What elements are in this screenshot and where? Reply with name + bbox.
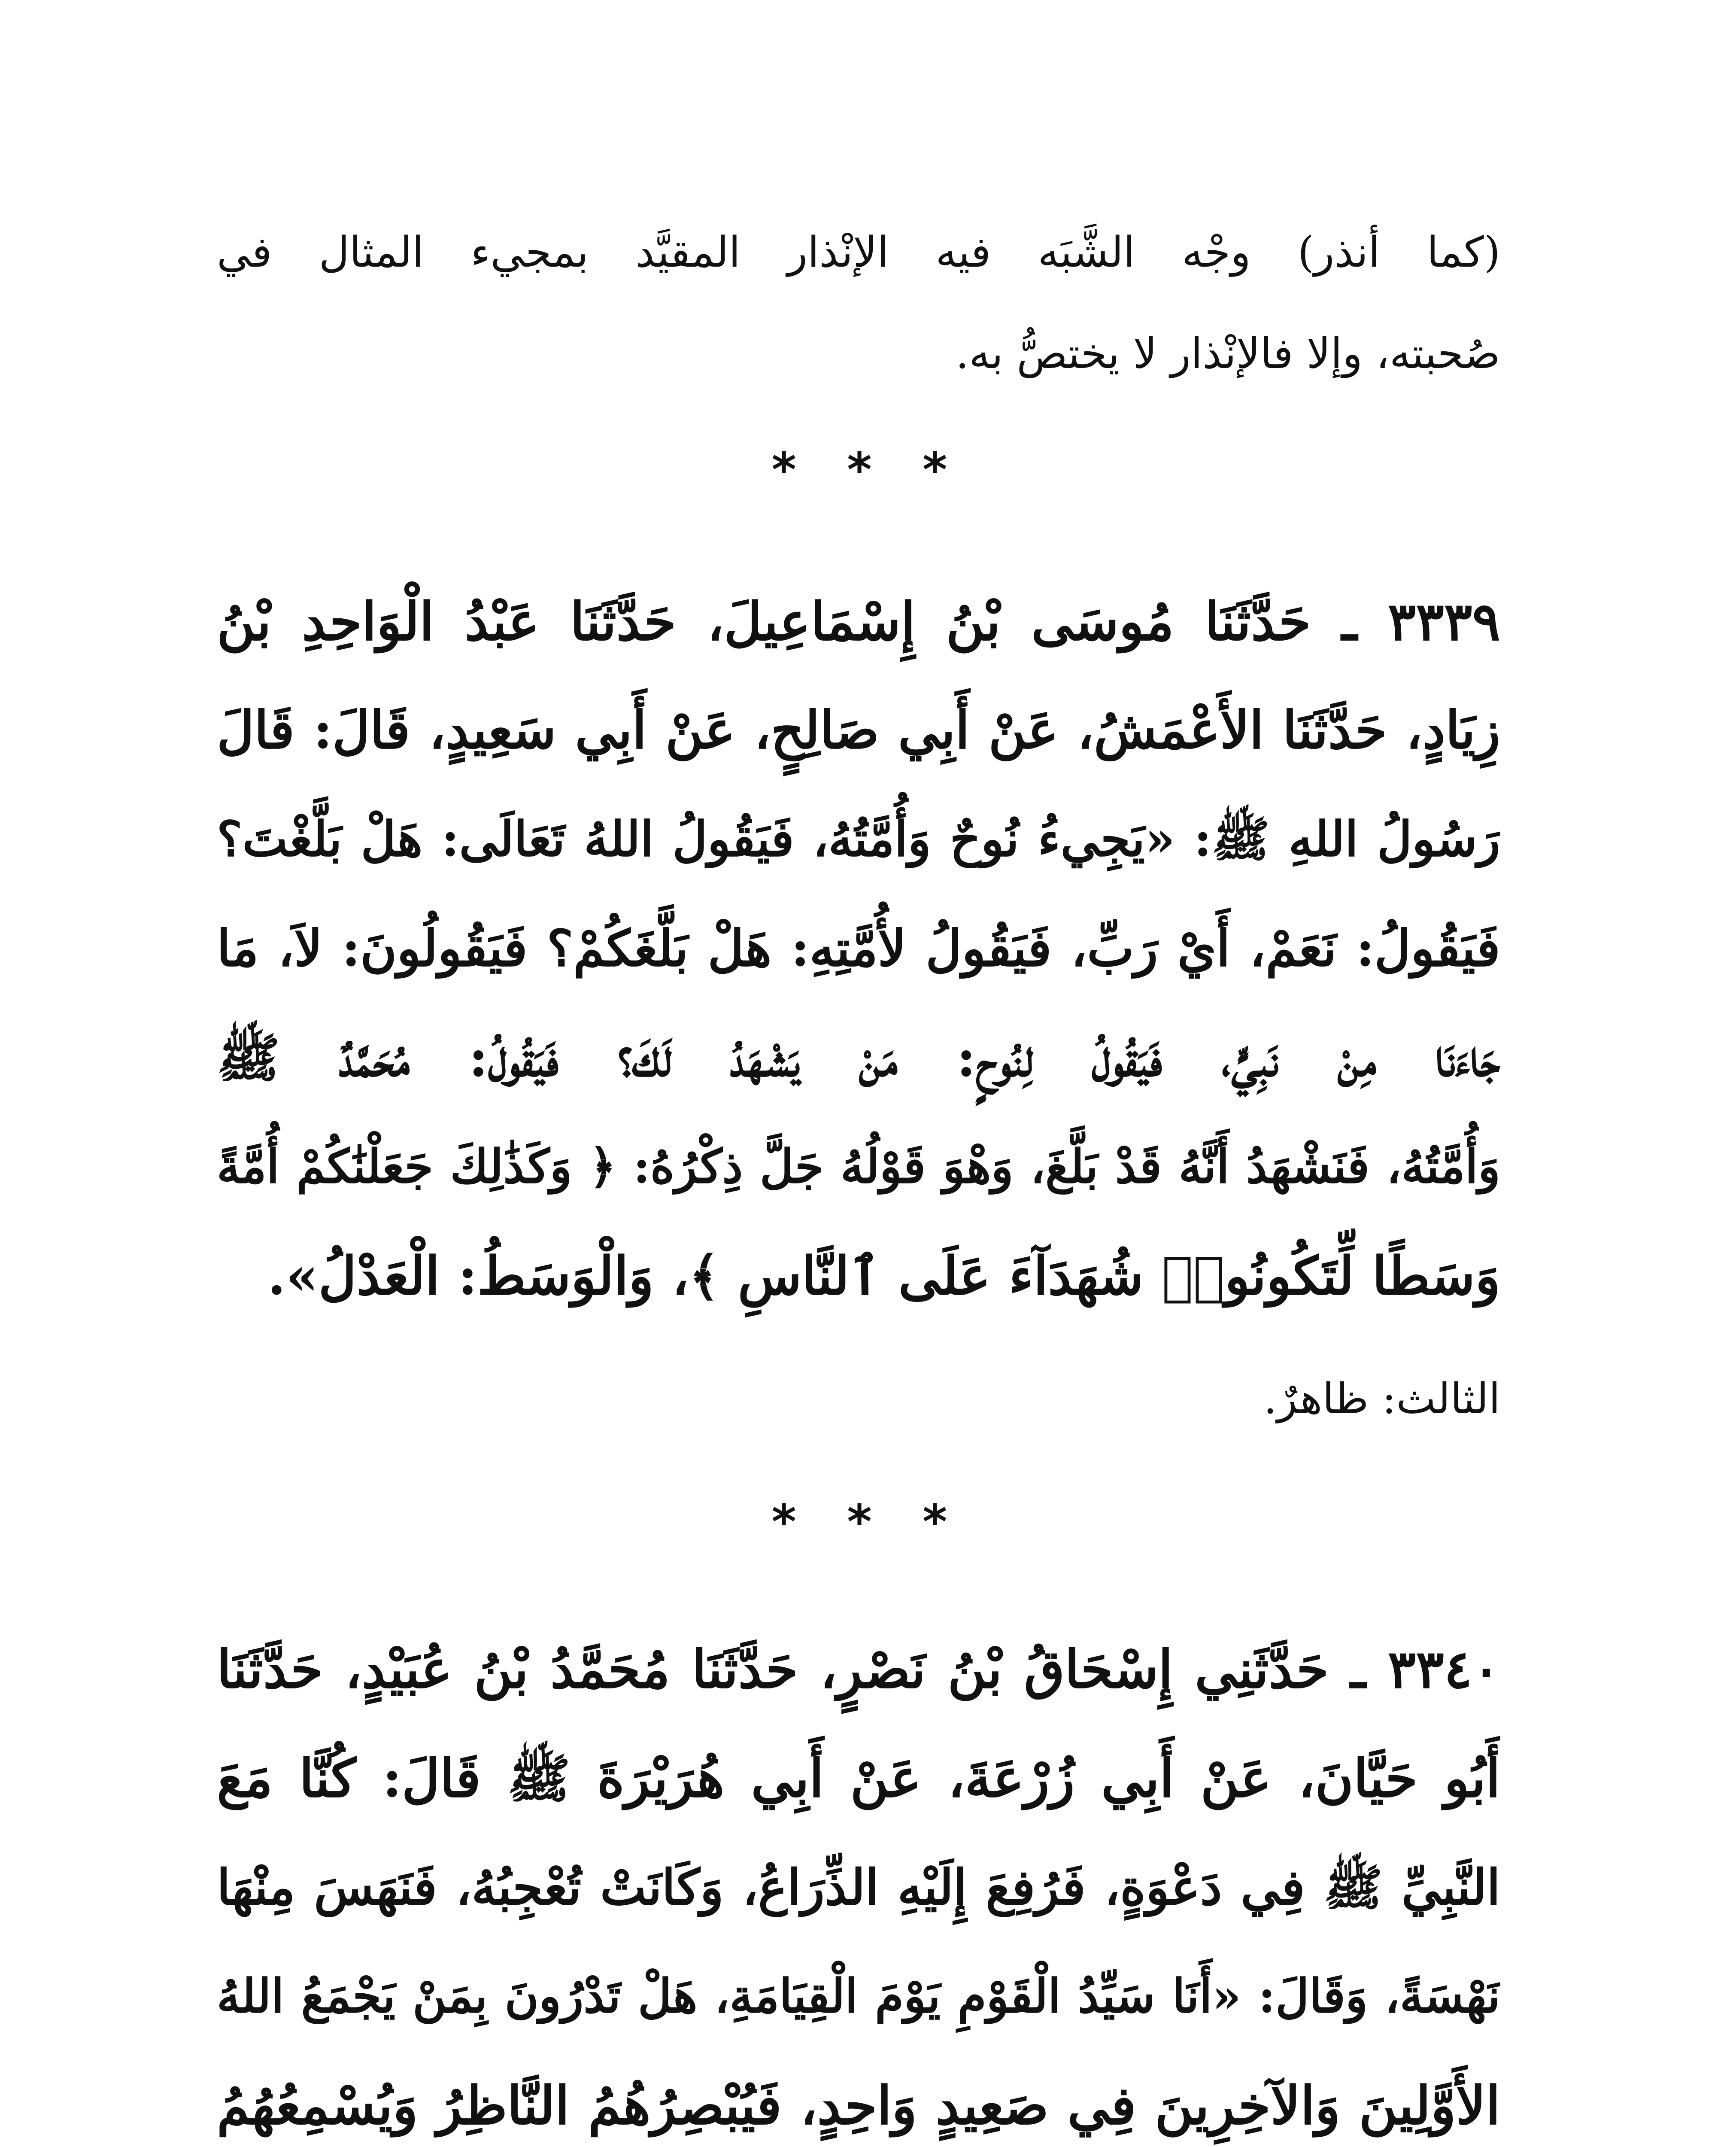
- section-divider: * * *: [771, 442, 965, 497]
- hadith-line: الأَوَّلِينَ وَالآخِرِينَ فِي صَعِيدٍ وَاحِدٍ، فَيُبْصِرُهُمُ النَّاظِرُ وَيُسْمِعُهُمُ: [217, 2074, 1500, 2136]
- hadith-line: وَسَطًا لِّتَكُونُوا۟ شُهَدَآءَ عَلَى ٱلنَّاسِ ﴾، وَالْوَسَطُ: الْعَدْلُ».: [267, 1245, 1500, 1307]
- commentary-previous: [217, 202, 1500, 404]
- commentary-line: (كما أنذر) وجْه الشَّبَه فيه الإنْذار المقيَّد بمجيء المثال في: [217, 228, 1500, 277]
- hadith-line: رَسُولُ اللهِ ﷺ: «يَجِيءُ نُوحٌ وَأُمَّتُهُ، فَيَقُولُ اللهُ تَعَالَى: هَلْ بَلَّغْتَ؟: [217, 811, 1500, 867]
- hadith-line: ٣٣٣٩ ـ حَدَّثَنَا مُوسَى بْنُ إِسْمَاعِيلَ، حَدَّثَنَا عَبْدُ الْوَاحِدِ بْنُ: [217, 590, 1500, 652]
- hadith-line: النَّبِيِّ ﷺ فِي دَعْوَةٍ، فَرُفِعَ إِلَيْهِ الذِّرَاعُ، وَكَانَتْ تُعْجِبُهُ، فَنَهَسَ مِنْهَا: [217, 1858, 1500, 1916]
- commentary-third: [217, 1348, 1500, 1450]
- hadith-3339: [217, 567, 1500, 1330]
- hadith-line: وَأُمَّتُهُ، فَنَشْهَدُ أَنَّهُ قَدْ بَلَّغَ، وَهْوَ قَوْلُهُ جَلَّ ذِكْرُهُ: ﴿ وَكَذَٰلِكَ جَعَلْنَٰكُمْ أُمَّةً: [217, 1140, 1500, 1194]
- hadith-line: نَهْسَةً، وَقَالَ: «أَنَا سَيِّدُ الْقَوْمِ يَوْمَ الْقِيَامَةِ، هَلْ تَدْرُونَ بِمَنْ يَجْمَعُ اللهُ: [217, 1969, 1500, 2023]
- hadith-line: زِيَادٍ، حَدَّثَنَا الأَعْمَشُ، عَنْ أَبِي صَالِحٍ، عَنْ أَبِي سَعِيدٍ، قَالَ: قَالَ: [217, 700, 1500, 760]
- section-divider: * * *: [771, 1494, 965, 1549]
- hadith-3340: [217, 1615, 1500, 2147]
- hadith-line: فَيَقُولُ: نَعَمْ، أَيْ رَبِّ، فَيَقُولُ لأُمَّتِهِ: هَلْ بَلَّغَكُمْ؟ فَيَقُولُونَ: لاَ، مَا: [217, 919, 1500, 978]
- hadith-line: جَاءَنَا مِنْ نَبِيٍّ، فَيَقُولُ لِنُوحٍ: مَنْ يَشْهَدُ لَكَ؟ فَيَقُولُ: مُحَمَّدٌ ﷺ: [217, 1027, 1500, 1089]
- commentary-line: صُحبته، وإلا فالإنْذار لا يختصُّ به.: [956, 329, 1500, 378]
- hadith-line: ٣٣٤٠ ـ حَدَّثَنِي إِسْحَاقُ بْنُ نَصْرٍ، حَدَّثَنَا مُحَمَّدُ بْنُ عُبَيْدٍ، حَدَّثَنَا: [217, 1638, 1500, 1700]
- commentary-line: الثالث: ظاهرٌ.: [1263, 1375, 1500, 1423]
- hadith-line: أَبُو حَيَّانَ، عَنْ أَبِي زُرْعَةَ، عَنْ أَبِي هُرَيْرَةَ ﷺ قَالَ: كُنَّا مَعَ: [217, 1747, 1500, 1809]
